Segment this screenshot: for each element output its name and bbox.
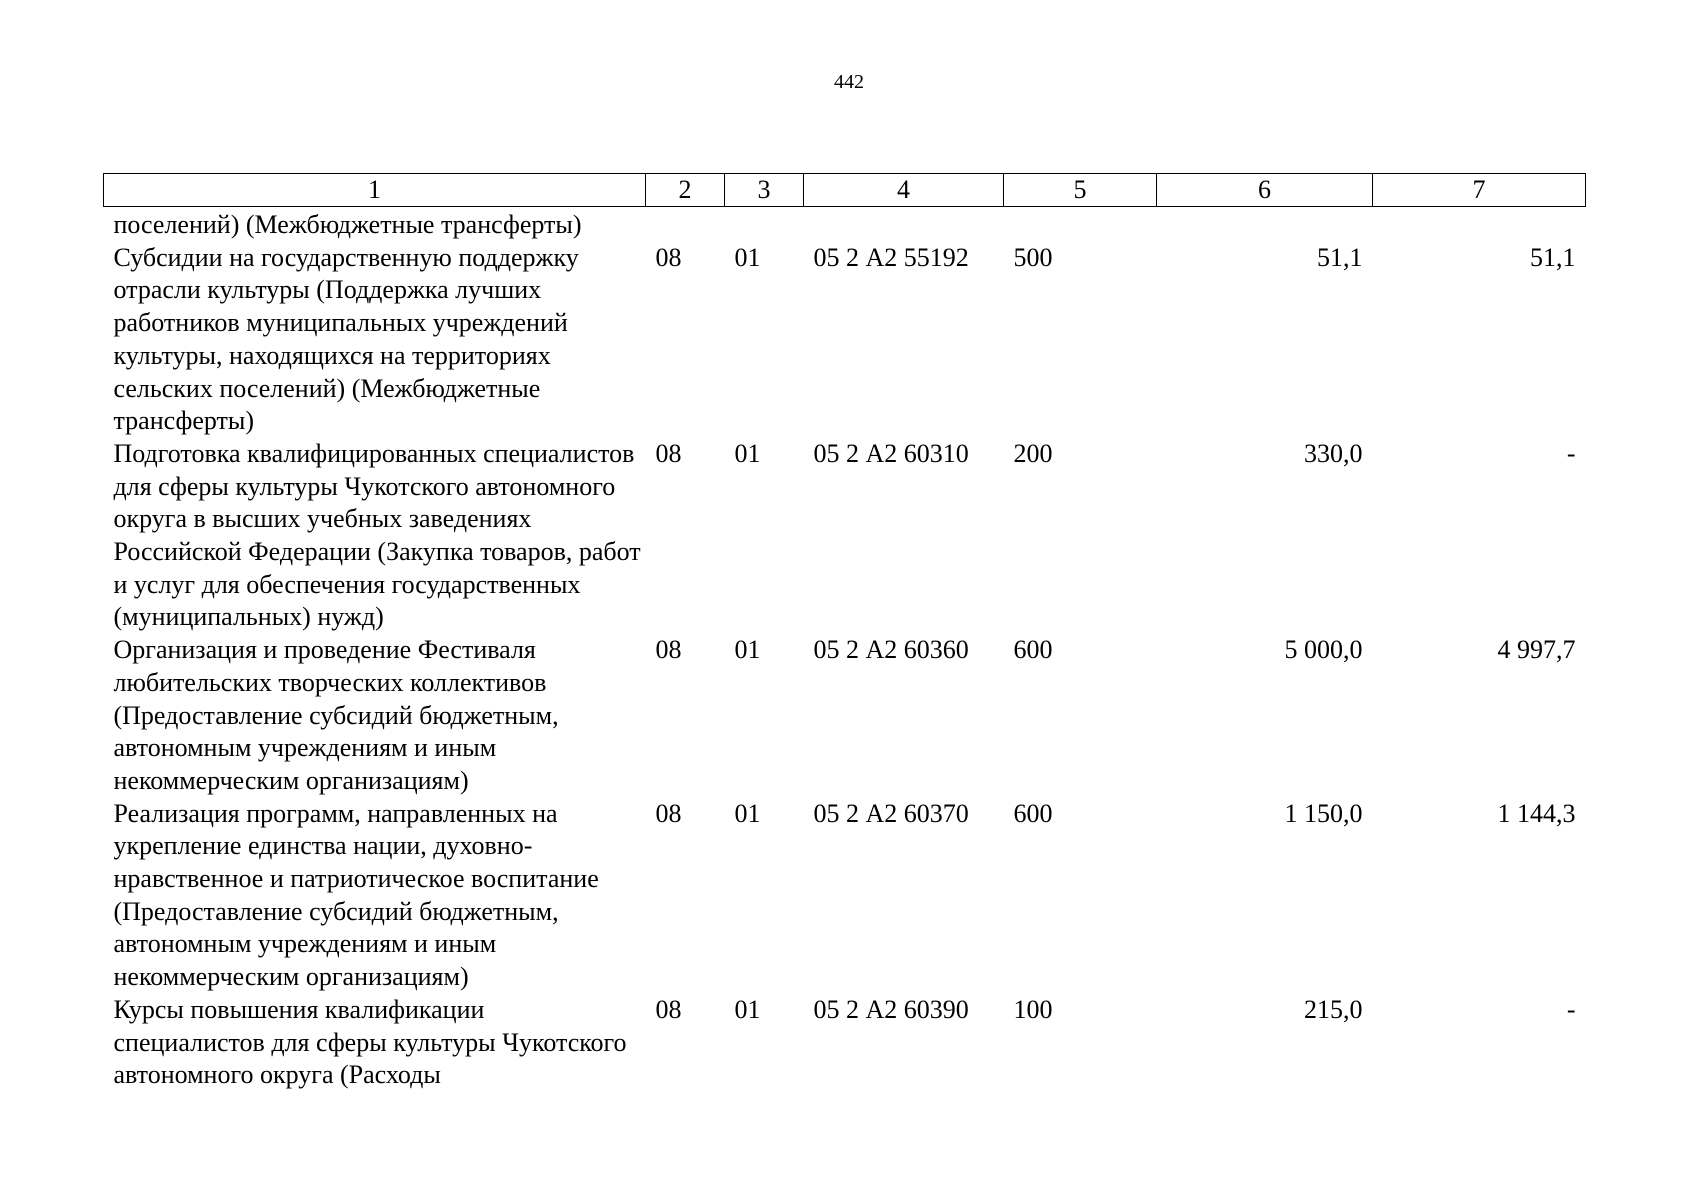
- row-expense-type: 200: [1013, 438, 1053, 468]
- row-description: Подготовка квалифицированных специалистов для сферы культуры Чукотского автономного округа в высших учебных заведениях Российской Федерации (Закупка товаров, работ и услуг для обеспечения государственных (муниципальных) нужд): [113, 438, 641, 632]
- row-subsection: 01: [734, 798, 761, 828]
- row-target-code: 05 2 А2 60370: [813, 798, 969, 828]
- header-col-5: 5: [1004, 174, 1157, 207]
- page-number: 442: [834, 71, 864, 93]
- header-col-2: 2: [646, 174, 725, 207]
- row-section: 08: [655, 798, 682, 828]
- header-col-1: 1: [104, 174, 646, 207]
- row-executed: 51,1: [1530, 242, 1576, 272]
- row-description: Реализация программ, направленных на укрепление единства нации, духовно-нравственное и патриотическое воспитание (Предоставление субсидий бюджетным, автономным учреждениям и иным некоммерческим организациям): [113, 798, 599, 992]
- row-description: Субсидии на государственную поддержку отрасли культуры (Поддержка лучших работников муниципальных учреждений культуры, находящихся на территориях сельских поселений) (Межбюджетные трансферты): [113, 242, 579, 436]
- row-executed: 1 144,3: [1497, 798, 1576, 828]
- row-executed: 4 997,7: [1497, 635, 1576, 665]
- row-expense-type: 500: [1013, 242, 1053, 272]
- row-planned: 330,0: [1304, 438, 1363, 468]
- header-col-6: 6: [1157, 174, 1373, 207]
- row-expense-type: 600: [1013, 635, 1053, 665]
- row-subsection: 01: [734, 242, 761, 272]
- row-target-code: 05 2 А2 60390: [813, 994, 969, 1024]
- row-planned: 5 000,0: [1284, 635, 1363, 665]
- row-planned: 1 150,0: [1284, 798, 1363, 828]
- table-row: [104, 242, 1586, 438]
- row-subsection: 01: [734, 635, 761, 665]
- row-expense-type: 600: [1013, 798, 1053, 828]
- row-expense-type: 100: [1013, 994, 1053, 1024]
- row-section: 08: [655, 994, 682, 1024]
- budget-table: [103, 173, 1586, 1092]
- table-row: [104, 438, 1586, 634]
- header-col-4: 4: [804, 174, 1004, 207]
- row-target-code: 05 2 А2 60310: [813, 438, 969, 468]
- header-col-7: 7: [1373, 174, 1586, 207]
- row-planned: 215,0: [1304, 994, 1363, 1024]
- row-target-code: 05 2 А2 55192: [813, 242, 969, 272]
- row-executed: -: [1566, 994, 1576, 1024]
- continuation-text: поселений) (Межбюджетные трансферты): [113, 210, 582, 239]
- row-planned: 51,1: [1317, 242, 1363, 272]
- row-section: 08: [655, 635, 682, 665]
- row-subsection: 01: [734, 438, 761, 468]
- row-executed: -: [1566, 438, 1576, 468]
- row-section: 08: [655, 242, 682, 272]
- table-row: [104, 634, 1586, 798]
- table-row: [104, 798, 1586, 994]
- table-row: [104, 994, 1586, 1092]
- row-description: Организация и проведение Фестиваля любительских творческих коллективов (Предоставление субсидий бюджетным, автономным учреждениям и иным некоммерческим организациям): [113, 635, 559, 795]
- row-description: Курсы повышения квалификации специалистов для сферы культуры Чукотского автономного округа (Расходы: [113, 994, 627, 1090]
- row-subsection: 01: [734, 994, 761, 1024]
- row-target-code: 05 2 А2 60360: [813, 635, 969, 665]
- header-row: [104, 174, 1586, 207]
- table-row-continuation: [104, 207, 1586, 242]
- row-section: 08: [655, 438, 682, 468]
- header-col-3: 3: [725, 174, 804, 207]
